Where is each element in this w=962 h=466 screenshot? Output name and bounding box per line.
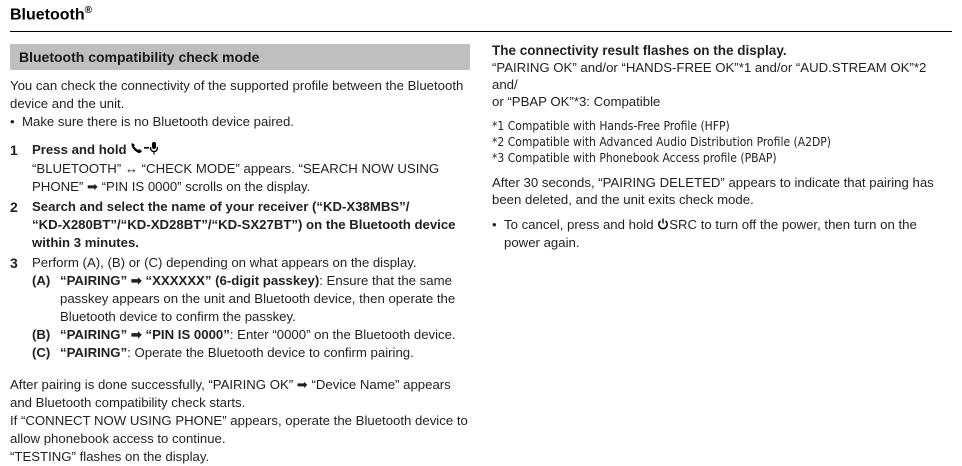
sub-step-a-text: Bluetooth device to confirm the passkey.: [60, 309, 296, 325]
cancel-rest: to turn off the power, then turn on the: [700, 217, 917, 232]
bullet-dot: •: [10, 114, 15, 129]
sub-step-b-text: : Enter “0000” on the Bluetooth device.: [229, 327, 456, 343]
step-2-line: within 3 minutes.: [32, 235, 139, 251]
intro-bullet-text: Make sure there is no Bluetooth device paired.: [22, 114, 294, 129]
result-heading: The connectivity result flashes on the display.: [492, 43, 787, 58]
page-title-text: Bluetooth: [10, 6, 85, 24]
step-number: 1: [10, 142, 18, 158]
after-line: allow phonebook access to continue.: [10, 431, 226, 447]
step-2-line: “KD-X280BT”/“KD-XD28BT”/“KD-SX27BT”) on the Bluetooth device: [32, 217, 456, 233]
sub-step-label: (A): [32, 273, 51, 289]
footnote: *1 Compatible with Hands-Free Profile (HFP): [492, 119, 730, 133]
cancel-bullet: [492, 216, 947, 251]
footnote: *2 Compatible with Advanced Audio Distribution Profile (A2DP): [492, 135, 832, 149]
after-line: If “CONNECT NOW USING PHONE” appears, operate the Bluetooth device to: [10, 413, 468, 429]
intro-text: You can check the connectivity of the supported profile between the Bluetooth device and the unit.: [10, 78, 464, 111]
step-2-line: Search and select the name of your receiver (“KD-X38MBS”/: [32, 199, 410, 215]
cancel-line2: power again.: [504, 235, 580, 251]
sub-step-c: [10, 344, 470, 362]
step-1: [10, 141, 470, 196]
after-30s-line: After 30 seconds, “PAIRING DELETED” appears to indicate that pairing has: [492, 175, 934, 190]
power-icon: [657, 217, 669, 234]
footnote: *3 Compatible with Phonebook Access profile (PBAP): [492, 151, 777, 165]
after-line: “TESTING” flashes on the display.: [10, 449, 210, 465]
cancel-prefix: To cancel, press and hold: [504, 217, 654, 232]
sub-step-a-text: : Ensure that the same: [319, 273, 452, 289]
src-key-label: SRC: [669, 217, 698, 232]
bullet-dot: •: [492, 217, 497, 232]
sub-step-b: [10, 326, 470, 344]
section-title: Bluetooth compatibility check mode: [10, 44, 470, 70]
title-rule: [10, 31, 952, 32]
right-column: [492, 42, 947, 251]
after-line: After pairing is done successfully, “PAIRING OK” ➡ “Device Name” appears: [10, 377, 451, 393]
registered-mark: ®: [84, 5, 93, 16]
phone-voice-button-icon: [130, 141, 160, 160]
after-line: and Bluetooth compatibility check starts.: [10, 395, 246, 411]
sub-step-label: (B): [32, 327, 51, 343]
sub-step-a-text: passkey appears on the unit and Bluetooth device, then operate the: [60, 291, 456, 307]
sub-step-b-bold: “PAIRING” ➡ “PIN IS 0000”: [60, 327, 230, 343]
step-3: [10, 254, 470, 272]
after-pairing-text: [10, 376, 470, 466]
result-line: or “PBAP OK”*3: Compatible: [492, 94, 661, 109]
step-3-head: Perform (A), (B) or (C) depending on what appears on the display.: [32, 255, 417, 271]
step-1-head: Press and hold: [32, 142, 127, 157]
intro-bullet: [10, 113, 470, 131]
step-number: 2: [10, 199, 18, 216]
left-column: [10, 44, 470, 466]
step-2: [10, 198, 470, 252]
after-30s-line: been deleted, and the unit exits check mode.: [492, 192, 754, 207]
sub-step-a-bold: “PAIRING” ➡ “XXXXXX” (6-digit passkey): [60, 273, 320, 289]
page-title: [10, 5, 92, 24]
step-1-line: PHONE” ➡ “PIN IS 0000” scrolls on the display.: [32, 179, 311, 195]
sub-step-a: [10, 272, 470, 326]
step-1-line: “BLUETOOTH” ↔ “CHECK MODE” appears. “SEARCH NOW USING: [32, 161, 440, 177]
sub-step-c-bold: “PAIRING”: [60, 345, 128, 361]
sub-step-label: (C): [32, 345, 51, 361]
result-line: “PAIRING OK” and/or “HANDS-FREE OK”*1 and/or “AUD.STREAM OK”*2 and/: [492, 60, 927, 92]
sub-step-c-text: : Operate the Bluetooth device to confirm pairing.: [127, 345, 414, 361]
step-number: 3: [10, 255, 18, 272]
